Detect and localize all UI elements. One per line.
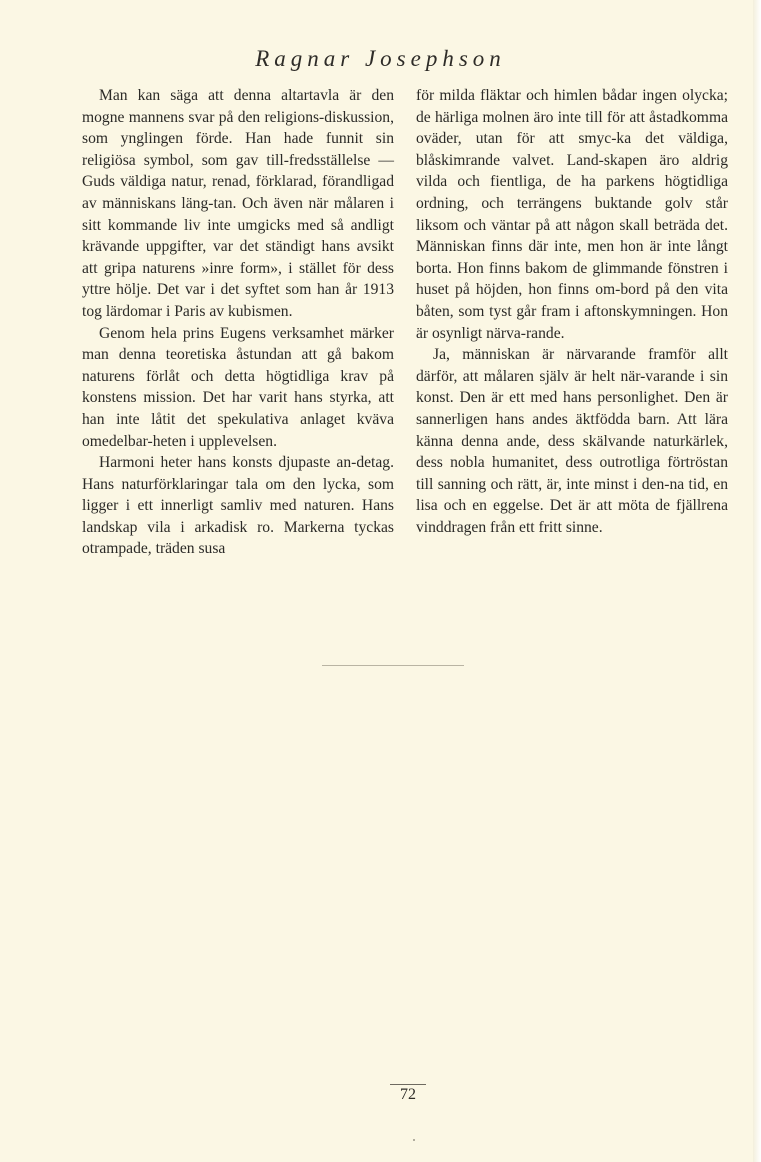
paragraph: Genom hela prins Eugens verksamhet märker man denna teoretiska åstundan att gå bakom naturens förlåt och detta högtidliga krav på konstens mission. Det har varit hans styrka, att han inte låtit det spekulativa anlaget kväva omedelbar-heten i upplevelsen.	[82, 324, 394, 450]
right-column	[416, 85, 728, 538]
running-head: Ragnar Josephson	[255, 46, 506, 71]
page-number: 72	[400, 1086, 416, 1103]
paragraph: Harmoni heter hans konsts djupaste an-detag. Hans naturförklaringar tala om den lycka, som ligger i ett innerligt samliv med naturen. Hans landskap vila i arkadisk ro. Markerna tyckas otrampade, träden susa	[82, 454, 394, 558]
page-number-rule	[390, 1084, 426, 1085]
page-edge	[753, 0, 761, 1162]
paragraph: för milda fläktar och himlen bådar ingen olycka; de härliga molnen äro inte till för att åstadkomma oväder, utan för att smyc-ka det väldiga, blåskimrande valvet. Land-skapen äro aldrig vilda och fientliga, de ha parkens högtidliga ordning, och terrängens buktande golv står liksom och väntar på att någon skall beträda det. Människan finns där inte, men hon är inte långt borta. Hon finns bakom de glimmande fönstren i huset på höjden, hon finns om-bord på den vita båten, som tyst går fram i aftonskymningen. Hon är osynligt närva-rande.	[416, 87, 728, 342]
section-end-rule	[322, 665, 464, 666]
paragraph: Ja, människan är närvarande framför allt därför, att målaren själv är helt när-varande i sin konst. Den är ett med hans personlighet. Den är sannerligen hans andes äktfödda barn. Att lära känna denna ande, dess skälvande naturkärlek, dess nobla humanitet, dess outrotliga förtröstan till sanning och rätt, är, inte minst i den-na tid, en lisa och en eggelse. Det är att möta de fjällrena vinddragen från ett fritt sinne.	[416, 346, 728, 536]
print-mark	[413, 1139, 415, 1141]
paragraph: Man kan säga att denna altartavla är den mogne mannens svar på den religions-diskussion, som ynglingen förde. Han hade funnit sin religiösa symbol, som gav till-fredsställelse — Guds väldiga natur, renad, förklarad, förandligad av människans läng-tan. Och även när målaren i sitt kommande liv inte umgicks med så andligt krävande uppgifter, var det ständigt hans avsikt att gripa naturens »inre form», i stället för dess yttre hölje. Det var i det syftet som han år 1913 tog lärdomar i Paris av kubismen.	[82, 87, 394, 320]
left-column	[82, 85, 394, 560]
